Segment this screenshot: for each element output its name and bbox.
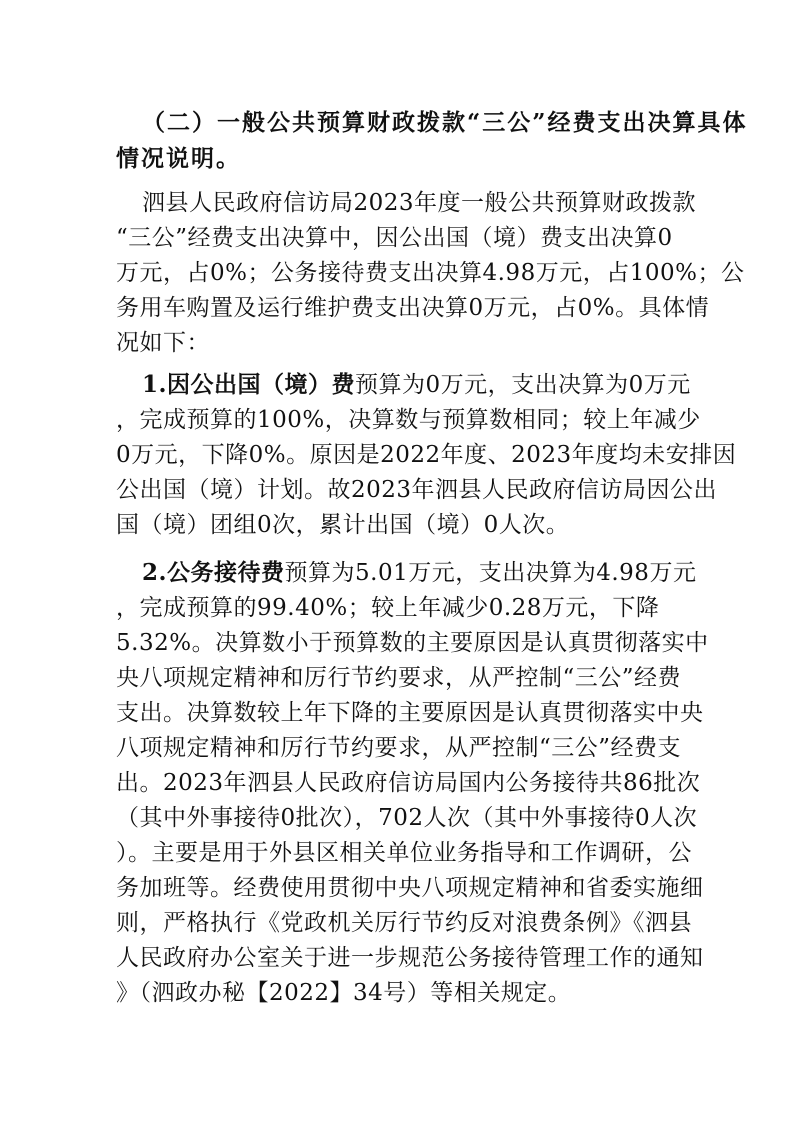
section1-first-line (142, 368, 712, 402)
summary-line-1: 泗县人民政府信访局2023年度一般公共预算财政拨款 (142, 190, 697, 216)
section1-line-3: 0万元，下降0%。原因是2022年度、2023年度均未安排因 (116, 442, 737, 468)
section2-line-12: 人民政府办公室关于进一步规范公务接待管理工作的通知 (116, 945, 704, 971)
section1-line-5: 国（境）团组0次，累计出国（境）0人次。 (116, 512, 570, 538)
section1-title: 1.因公出国（境）费 (142, 371, 356, 398)
section-heading-line-2: 情况说明。 (116, 145, 241, 172)
section1-line-2: ，完成预算的100%，决算数与预算数相同；较上年减少 (116, 407, 701, 433)
section2-title: 2.公务接待费 (142, 559, 285, 586)
section1-line-4: 公出国（境）计划。故2023年泗县人民政府信访局因公出 (116, 477, 718, 503)
section2-line-5: 支出。决算数较上年下降的主要原因是认真贯彻落实中央 (116, 700, 704, 726)
section2-line-7: 出。2023年泗县人民政府信访局国内公务接待共86批次 (116, 770, 701, 796)
section2-line-8: （其中外事接待0批次），702人次（其中外事接待0人次 (116, 805, 698, 831)
summary-line-3: 万元，占0%；公务接待费支出决算4.98万元，占100%；公 (116, 260, 745, 286)
section-heading-line-1: （二）一般公共预算财政拨款“三公”经费支出决算具体 (142, 109, 748, 136)
section2-line-4: 央八项规定精神和厉行节约要求，从严控制“三公”经费 (116, 665, 682, 691)
summary-line-5: 况如下： (116, 330, 210, 356)
section2-line-6: 八项规定精神和厉行节约要求，从严控制“三公”经费支 (116, 735, 682, 761)
section2-line-2: ，完成预算的99.40%；较上年减少0.28万元，下降 (116, 595, 660, 621)
section2-line-9: ）。主要是用于外县区相关单位业务指导和工作调研，公 (116, 840, 692, 866)
section1-first-line-text: 预算为0万元，支出决算为0万元 (355, 372, 691, 398)
section2-line-13: 》（泗政办秘【2022】34号）等相关规定。 (116, 980, 572, 1006)
section2-line-3: 5.32%。决算数小于预算数的主要原因是认真贯彻落实中 (116, 630, 709, 656)
section2-line-11: 则，严格执行《党政机关厉行节约反对浪费条例》《泗县 (116, 910, 692, 936)
section2-line-10: 务加班等。经费使用贯彻中央八项规定精神和省委实施细 (116, 875, 704, 901)
summary-line-2: “三公”经费支出决算中，因公出国（境）费支出决算0 (116, 225, 673, 251)
section2-first-line (142, 556, 712, 590)
section2-first-line-text: 预算为5.01万元，支出决算为4.98万元 (284, 560, 697, 586)
summary-line-4: 务用车购置及运行维护费支出决算0万元，占0%。具体情 (116, 295, 710, 321)
